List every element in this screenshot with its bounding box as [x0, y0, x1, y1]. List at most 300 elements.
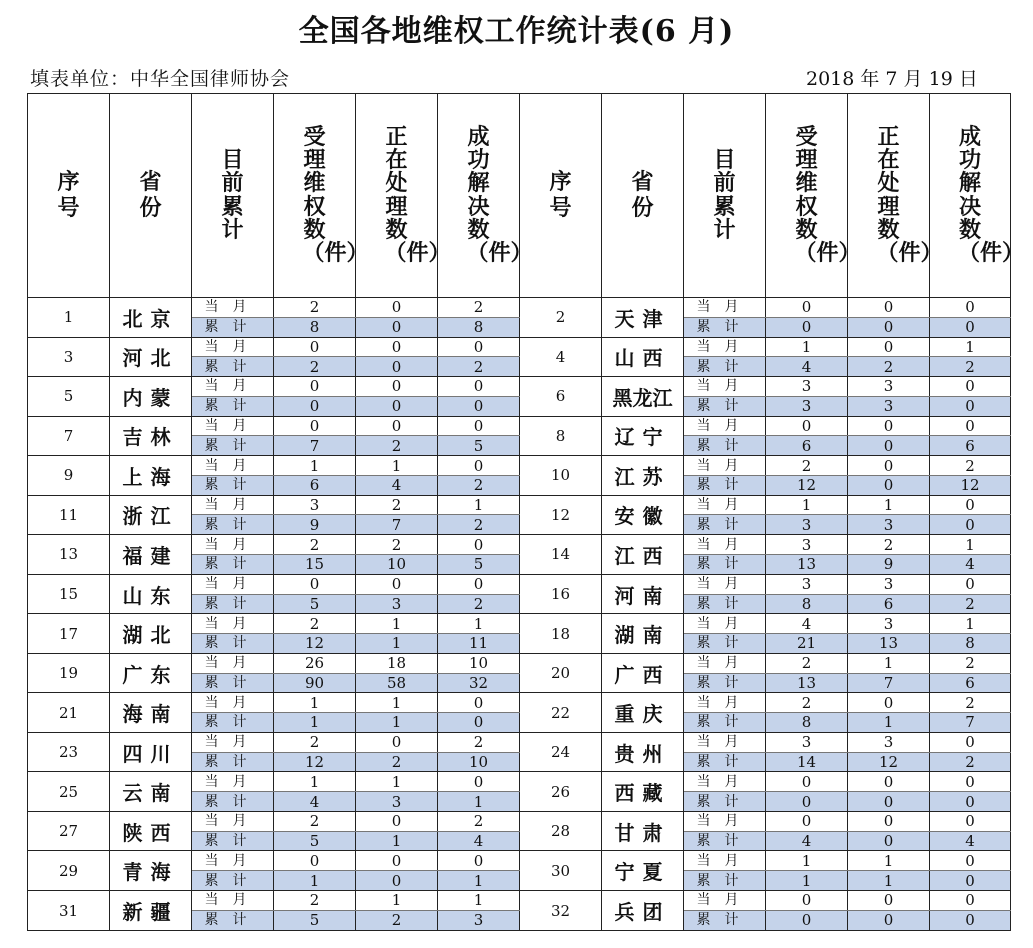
current-value: 2: [274, 298, 356, 318]
cumulative-value: 3: [766, 515, 848, 535]
cumulative-value: 6: [274, 475, 356, 495]
label-current: 当月: [684, 377, 766, 397]
header-processing: 正在处理数（件）: [848, 94, 930, 298]
label-current: 当月: [684, 574, 766, 594]
current-value: 0: [356, 416, 438, 436]
label-current: 当月: [192, 416, 274, 436]
cumulative-value: 5: [274, 594, 356, 614]
province-cell: 海南: [110, 693, 192, 733]
cumulative-value: 1: [356, 831, 438, 851]
label-cumulative: 累计: [684, 792, 766, 812]
seq-cell: 17: [28, 614, 110, 654]
cumulative-value: 0: [766, 910, 848, 930]
province-cell: 四川: [110, 732, 192, 772]
current-value: 18: [356, 653, 438, 673]
cumulative-value: 2: [438, 475, 520, 495]
cumulative-value: 0: [930, 396, 1011, 416]
province-cell: 宁夏: [602, 851, 684, 891]
label-current: 当月: [192, 811, 274, 831]
label-cumulative: 累计: [192, 396, 274, 416]
current-value: 0: [356, 811, 438, 831]
label-cumulative: 累计: [192, 357, 274, 377]
current-value: 1: [848, 495, 930, 515]
label-cumulative: 累计: [192, 792, 274, 812]
label-cumulative: 累计: [192, 910, 274, 930]
province-cell: 西藏: [602, 772, 684, 812]
cumulative-value: 3: [356, 594, 438, 614]
table-row: [28, 732, 1011, 752]
current-value: 3: [848, 732, 930, 752]
current-value: 0: [930, 495, 1011, 515]
cumulative-value: 0: [848, 792, 930, 812]
current-value: 4: [766, 614, 848, 634]
seq-cell: 13: [28, 535, 110, 575]
cumulative-value: 4: [766, 357, 848, 377]
label-cumulative: 累计: [192, 752, 274, 772]
current-value: 0: [438, 377, 520, 397]
province-cell: 安徽: [602, 495, 684, 535]
label-cumulative: 累计: [192, 317, 274, 337]
label-cumulative: 累计: [684, 752, 766, 772]
current-value: 2: [766, 693, 848, 713]
current-value: 0: [356, 337, 438, 357]
cumulative-value: 9: [848, 554, 930, 574]
label-current: 当月: [684, 732, 766, 752]
cumulative-value: 32: [438, 673, 520, 693]
table-row: [28, 574, 1011, 594]
label-cumulative: 累计: [684, 436, 766, 456]
current-value: 1: [438, 614, 520, 634]
cumulative-value: 7: [356, 515, 438, 535]
current-value: 0: [848, 456, 930, 476]
seq-cell: 19: [28, 653, 110, 693]
label-cumulative: 累计: [192, 515, 274, 535]
seq-cell: 3: [28, 337, 110, 377]
cumulative-value: 4: [930, 831, 1011, 851]
cumulative-value: 0: [848, 831, 930, 851]
seq-cell: 23: [28, 732, 110, 772]
current-value: 2: [848, 535, 930, 555]
current-value: 1: [766, 495, 848, 515]
current-value: 2: [274, 614, 356, 634]
province-cell: 河南: [602, 574, 684, 614]
label-current: 当月: [192, 377, 274, 397]
header-accepted: 受理维权数（件）: [274, 94, 356, 298]
statistics-table: [27, 93, 1025, 931]
cumulative-value: 3: [848, 515, 930, 535]
cumulative-value: 12: [274, 752, 356, 772]
seq-cell: 30: [520, 851, 602, 891]
cumulative-value: 8: [274, 317, 356, 337]
label-current: 当月: [684, 535, 766, 555]
cumulative-value: 8: [766, 594, 848, 614]
seq-cell: 7: [28, 416, 110, 456]
cumulative-value: 1: [848, 713, 930, 733]
current-value: 3: [766, 574, 848, 594]
cumulative-value: 8: [930, 634, 1011, 654]
cumulative-value: 9: [274, 515, 356, 535]
cumulative-value: 6: [848, 594, 930, 614]
province-cell: 湖南: [602, 614, 684, 654]
current-value: 0: [930, 298, 1011, 318]
current-value: 1: [438, 495, 520, 515]
current-value: 0: [766, 891, 848, 911]
label-current: 当月: [192, 456, 274, 476]
seq-cell: 15: [28, 574, 110, 614]
current-value: 0: [438, 772, 520, 792]
cumulative-value: 90: [274, 673, 356, 693]
cumulative-value: 0: [766, 792, 848, 812]
province-cell: 广东: [110, 653, 192, 693]
province-cell: 江苏: [602, 456, 684, 496]
current-value: 0: [356, 298, 438, 318]
current-value: 1: [848, 653, 930, 673]
province-cell: 上海: [110, 456, 192, 496]
province-cell: 福建: [110, 535, 192, 575]
current-value: 0: [274, 574, 356, 594]
current-value: 1: [438, 891, 520, 911]
label-current: 当月: [684, 811, 766, 831]
current-value: 0: [274, 377, 356, 397]
seq-cell: 27: [28, 811, 110, 851]
label-current: 当月: [192, 772, 274, 792]
label-current: 当月: [192, 535, 274, 555]
cumulative-value: 7: [848, 673, 930, 693]
current-value: 1: [930, 614, 1011, 634]
current-value: 0: [438, 574, 520, 594]
current-value: 2: [766, 653, 848, 673]
seq-cell: 25: [28, 772, 110, 812]
province-cell: 辽宁: [602, 416, 684, 456]
cumulative-value: 0: [930, 515, 1011, 535]
current-value: 1: [274, 456, 356, 476]
current-value: 2: [274, 891, 356, 911]
current-value: 2: [438, 298, 520, 318]
current-value: 0: [848, 891, 930, 911]
label-current: 当月: [192, 495, 274, 515]
label-current: 当月: [684, 614, 766, 634]
current-value: 0: [356, 732, 438, 752]
cumulative-value: 2: [356, 436, 438, 456]
cumulative-value: 2: [356, 752, 438, 772]
cumulative-value: 15: [274, 554, 356, 574]
current-value: 0: [848, 416, 930, 436]
cumulative-value: 2: [848, 357, 930, 377]
cumulative-value: 7: [274, 436, 356, 456]
label-current: 当月: [192, 732, 274, 752]
table-row: [28, 653, 1011, 673]
province-cell: 兵团: [602, 891, 684, 931]
label-current: 当月: [684, 298, 766, 318]
cumulative-value: 5: [438, 554, 520, 574]
label-current: 当月: [192, 298, 274, 318]
current-value: 0: [356, 574, 438, 594]
label-current: 当月: [684, 851, 766, 871]
current-value: 0: [766, 811, 848, 831]
current-value: 0: [438, 693, 520, 713]
cumulative-value: 58: [356, 673, 438, 693]
label-cumulative: 累计: [192, 594, 274, 614]
current-value: 0: [930, 851, 1011, 871]
cumulative-value: 1: [766, 871, 848, 891]
current-value: 2: [930, 653, 1011, 673]
table-row: [28, 811, 1011, 831]
current-value: 0: [766, 772, 848, 792]
cumulative-value: 0: [848, 910, 930, 930]
cumulative-value: 0: [438, 396, 520, 416]
seq-cell: 24: [520, 732, 602, 772]
seq-cell: 21: [28, 693, 110, 733]
label-current: 当月: [684, 456, 766, 476]
current-value: 1: [274, 693, 356, 713]
cumulative-value: 0: [274, 396, 356, 416]
label-current: 当月: [192, 693, 274, 713]
label-current: 当月: [192, 851, 274, 871]
cumulative-value: 4: [766, 831, 848, 851]
cumulative-value: 4: [438, 831, 520, 851]
current-value: 2: [274, 732, 356, 752]
current-value: 2: [274, 535, 356, 555]
seq-cell: 4: [520, 337, 602, 377]
label-cumulative: 累计: [684, 594, 766, 614]
label-cumulative: 累计: [192, 871, 274, 891]
seq-cell: 26: [520, 772, 602, 812]
seq-cell: 12: [520, 495, 602, 535]
label-cumulative: 累计: [192, 554, 274, 574]
current-value: 0: [438, 851, 520, 871]
current-value: 0: [848, 693, 930, 713]
label-current: 当月: [192, 653, 274, 673]
seq-cell: 11: [28, 495, 110, 535]
cumulative-value: 4: [930, 554, 1011, 574]
current-value: 3: [848, 574, 930, 594]
label-cumulative: 累计: [684, 515, 766, 535]
current-value: 0: [848, 298, 930, 318]
current-value: 0: [274, 337, 356, 357]
seq-cell: 5: [28, 377, 110, 417]
cumulative-value: 5: [438, 436, 520, 456]
province-cell: 北京: [110, 298, 192, 338]
table-row: [28, 495, 1011, 515]
current-value: 0: [766, 298, 848, 318]
cumulative-value: 11: [438, 634, 520, 654]
cumulative-value: 12: [848, 752, 930, 772]
table-row: [28, 416, 1011, 436]
cumulative-value: 13: [766, 673, 848, 693]
seq-cell: 31: [28, 891, 110, 931]
province-cell: 天津: [602, 298, 684, 338]
current-value: 0: [930, 377, 1011, 397]
cumulative-value: 0: [930, 871, 1011, 891]
label-cumulative: 累计: [684, 634, 766, 654]
table-row: [28, 693, 1011, 713]
current-value: 26: [274, 653, 356, 673]
province-cell: 云南: [110, 772, 192, 812]
cumulative-value: 1: [438, 792, 520, 812]
province-cell: 陕西: [110, 811, 192, 851]
current-value: 1: [930, 337, 1011, 357]
seq-cell: 10: [520, 456, 602, 496]
label-cumulative: 累计: [684, 871, 766, 891]
label-cumulative: 累计: [684, 554, 766, 574]
seq-cell: 29: [28, 851, 110, 891]
seq-cell: 16: [520, 574, 602, 614]
label-cumulative: 累计: [192, 673, 274, 693]
current-value: 0: [356, 377, 438, 397]
current-value: 0: [274, 851, 356, 871]
label-cumulative: 累计: [192, 634, 274, 654]
seq-cell: 2: [520, 298, 602, 338]
label-cumulative: 累计: [684, 357, 766, 377]
current-value: 0: [930, 416, 1011, 436]
cumulative-value: 0: [930, 910, 1011, 930]
current-value: 1: [766, 851, 848, 871]
cumulative-value: 8: [766, 713, 848, 733]
cumulative-value: 3: [438, 910, 520, 930]
cumulative-value: 3: [766, 396, 848, 416]
seq-cell: 28: [520, 811, 602, 851]
cumulative-value: 4: [356, 475, 438, 495]
table-row: [28, 337, 1011, 357]
header-resolved: 成功解决数（件）: [438, 94, 520, 298]
header-province: 省份: [602, 94, 684, 298]
cumulative-value: 1: [274, 871, 356, 891]
province-cell: 湖北: [110, 614, 192, 654]
cumulative-value: 2: [930, 752, 1011, 772]
current-value: 0: [930, 811, 1011, 831]
header-period: 目前累计: [684, 94, 766, 298]
header-row: [28, 94, 1011, 298]
label-cumulative: 累计: [684, 910, 766, 930]
seq-cell: 8: [520, 416, 602, 456]
cumulative-value: 0: [848, 317, 930, 337]
seq-cell: 9: [28, 456, 110, 496]
label-current: 当月: [684, 891, 766, 911]
cumulative-value: 2: [356, 910, 438, 930]
cumulative-value: 5: [274, 910, 356, 930]
cumulative-value: 10: [356, 554, 438, 574]
current-value: 0: [848, 772, 930, 792]
header-seq: 序号: [520, 94, 602, 298]
province-cell: 黑龙江: [602, 377, 684, 417]
seq-cell: 14: [520, 535, 602, 575]
province-cell: 贵州: [602, 732, 684, 772]
label-cumulative: 累计: [684, 673, 766, 693]
label-cumulative: 累计: [684, 396, 766, 416]
province-cell: 吉林: [110, 416, 192, 456]
current-value: 3: [766, 535, 848, 555]
province-cell: 甘肃: [602, 811, 684, 851]
current-value: 0: [930, 772, 1011, 792]
current-value: 0: [930, 732, 1011, 752]
current-value: 2: [438, 732, 520, 752]
cumulative-value: 2: [930, 357, 1011, 377]
cumulative-value: 2: [930, 594, 1011, 614]
cumulative-value: 1: [438, 871, 520, 891]
cumulative-value: 12: [274, 634, 356, 654]
cumulative-value: 1: [356, 713, 438, 733]
current-value: 1: [930, 535, 1011, 555]
cumulative-value: 0: [848, 436, 930, 456]
current-value: 1: [356, 693, 438, 713]
cumulative-value: 3: [356, 792, 438, 812]
label-current: 当月: [684, 653, 766, 673]
page-title: 全国各地维权工作统计表(6 月): [298, 14, 735, 49]
current-value: 0: [356, 851, 438, 871]
table-row: [28, 298, 1011, 318]
label-current: 当月: [684, 772, 766, 792]
cumulative-value: 3: [848, 396, 930, 416]
cumulative-value: 6: [930, 436, 1011, 456]
current-value: 1: [356, 891, 438, 911]
table-row: [28, 772, 1011, 792]
current-value: 1: [274, 772, 356, 792]
cumulative-value: 5: [274, 831, 356, 851]
cumulative-value: 12: [930, 475, 1011, 495]
header-seq: 序号: [28, 94, 110, 298]
province-cell: 内蒙: [110, 377, 192, 417]
label-cumulative: 累计: [192, 436, 274, 456]
header-period: 目前累计: [192, 94, 274, 298]
cumulative-value: 10: [438, 752, 520, 772]
cumulative-value: 12: [766, 475, 848, 495]
label-cumulative: 累计: [192, 713, 274, 733]
current-value: 2: [274, 811, 356, 831]
label-current: 当月: [192, 614, 274, 634]
label-current: 当月: [192, 337, 274, 357]
current-value: 0: [274, 416, 356, 436]
label-cumulative: 累计: [684, 475, 766, 495]
current-value: 2: [930, 693, 1011, 713]
cumulative-value: 0: [356, 871, 438, 891]
cumulative-value: 0: [356, 396, 438, 416]
cumulative-value: 13: [766, 554, 848, 574]
cumulative-value: 21: [766, 634, 848, 654]
cumulative-value: 2: [274, 357, 356, 377]
seq-cell: 22: [520, 693, 602, 733]
cumulative-value: 2: [438, 357, 520, 377]
current-value: 3: [848, 377, 930, 397]
current-value: 2: [356, 495, 438, 515]
cumulative-value: 0: [930, 792, 1011, 812]
label-cumulative: 累计: [192, 475, 274, 495]
current-value: 0: [930, 891, 1011, 911]
seq-cell: 32: [520, 891, 602, 931]
province-cell: 广西: [602, 653, 684, 693]
current-value: 3: [274, 495, 356, 515]
header-accepted: 受理维权数（件）: [766, 94, 848, 298]
province-cell: 新疆: [110, 891, 192, 931]
table-row: [28, 891, 1011, 911]
label-cumulative: 累计: [192, 831, 274, 851]
current-value: 0: [848, 337, 930, 357]
seq-cell: 6: [520, 377, 602, 417]
current-value: 0: [438, 416, 520, 436]
current-value: 0: [438, 456, 520, 476]
current-value: 1: [766, 337, 848, 357]
cumulative-value: 0: [356, 357, 438, 377]
header-resolved: 成功解决数（件）: [930, 94, 1011, 298]
seq-cell: 20: [520, 653, 602, 693]
current-value: 3: [766, 732, 848, 752]
label-current: 当月: [684, 693, 766, 713]
label-current: 当月: [684, 416, 766, 436]
label-cumulative: 累计: [684, 317, 766, 337]
cumulative-value: 2: [438, 594, 520, 614]
table-row: [28, 377, 1011, 397]
province-cell: 山东: [110, 574, 192, 614]
table-row: [28, 535, 1011, 555]
